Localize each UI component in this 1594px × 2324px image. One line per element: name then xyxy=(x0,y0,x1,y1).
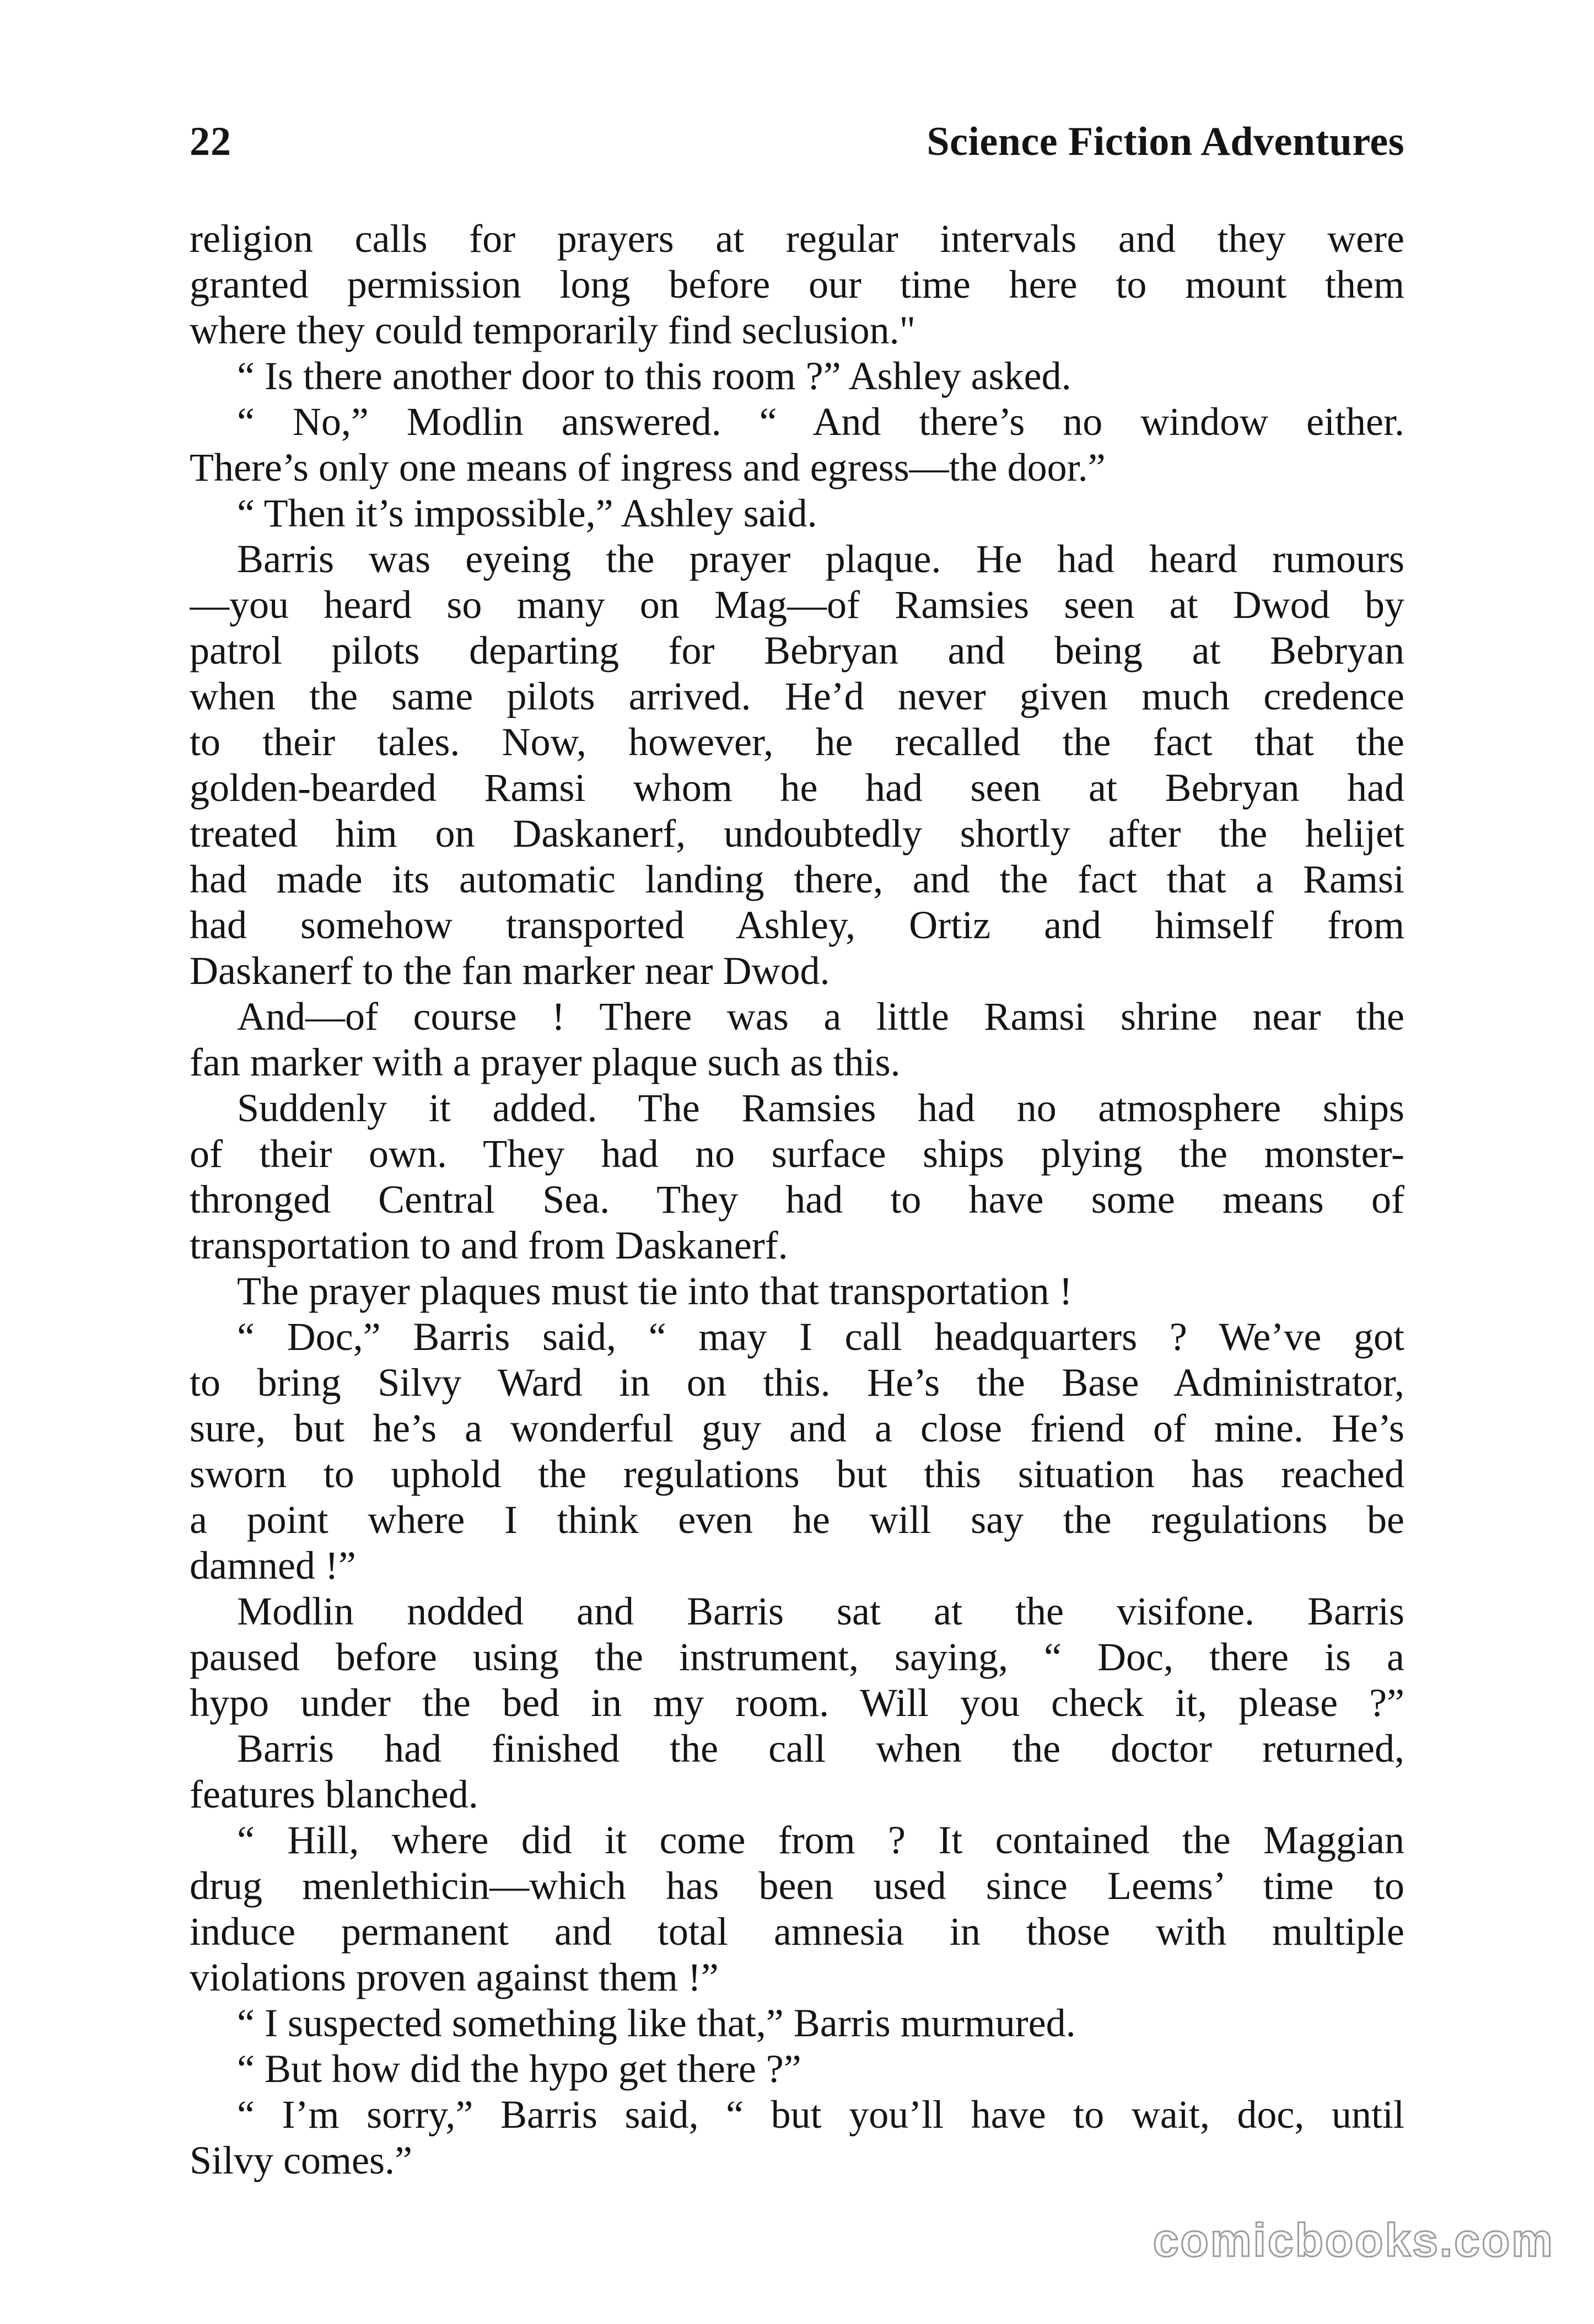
text-line: to bring Silvy Ward in on this. He’s the Base Administrator, xyxy=(190,1360,1404,1405)
watermark: comicbooks.com xyxy=(1153,2214,1554,2266)
text-line: when the same pilots arrived. He’d never given much credence xyxy=(190,674,1404,718)
text-line: “ Then it’s impossible,” Ashley said. xyxy=(237,491,817,535)
text-line: Daskanerf to the fan marker near Dwod. xyxy=(190,949,830,993)
text-line: violations proven against them !” xyxy=(190,1955,719,1999)
text-line: a point where I think even he will say the regulations be xyxy=(190,1498,1404,1542)
body-text xyxy=(190,216,1404,2183)
text-line: hypo under the bed in my room. Will you check it, please ?” xyxy=(190,1681,1404,1725)
text-line: fan marker with a prayer plaque such as this. xyxy=(190,1040,901,1084)
text-line: sure, but he’s a wonderful guy and a close friend of mine. He’s xyxy=(190,1406,1404,1450)
text-line: “ But how did the hypo get there ?” xyxy=(237,2047,801,2091)
text-line: Barris had finished the call when the doctor returned, xyxy=(237,1726,1404,1771)
text-line: —you heard so many on Mag—of Ramsies seen at Dwod by xyxy=(190,583,1404,627)
text-line: The prayer plaques must tie into that transportation ! xyxy=(237,1269,1073,1313)
text-line: features blanched. xyxy=(190,1772,478,1816)
text-line: had somehow transported Ashley, Ortiz and himself from xyxy=(190,903,1404,947)
text-line: Suddenly it added. The Ramsies had no atmosphere ships xyxy=(237,1086,1404,1130)
text-line: damned !” xyxy=(190,1543,356,1588)
text-line: Modlin nodded and Barris sat at the visifone. Barris xyxy=(237,1589,1404,1633)
text-line: “ Doc,” Barris said, “ may I call headquarters ? We’ve got xyxy=(237,1315,1404,1359)
text-line: patrol pilots departing for Bebryan and being at Bebryan xyxy=(190,628,1404,673)
text-line: “ I suspected something like that,” Barris murmured. xyxy=(237,2001,1076,2045)
text-line: paused before using the instrument, saying, “ Doc, there is a xyxy=(190,1635,1404,1679)
text-line: And—of course ! There was a little Ramsi shrine near the xyxy=(237,994,1404,1039)
page-number: 22 xyxy=(190,119,231,164)
text-line: “ I’m sorry,” Barris said, “ but you’ll have to wait, doc, until xyxy=(237,2092,1404,2137)
text-line: “ Is there another door to this room ?” Ashley asked. xyxy=(237,354,1071,398)
page-header xyxy=(190,121,1404,187)
text-line: Silvy comes.” xyxy=(190,2138,412,2182)
text-line: “ No,” Modlin answered. “ And there’s no window either. xyxy=(237,400,1404,444)
text-line: treated him on Daskanerf, undoubtedly shortly after the helijet xyxy=(190,811,1404,856)
text-line: drug menlethicin—which has been used since Leems’ time to xyxy=(190,1864,1404,1908)
text-line: thronged Central Sea. They had to have some means of xyxy=(190,1177,1404,1222)
text-line: There’s only one means of ingress and egress—the door.” xyxy=(190,445,1106,489)
text-line: of their own. They had no surface ships plying the monster- xyxy=(190,1132,1404,1176)
text-line: induce permanent and total amnesia in those with multiple xyxy=(190,1909,1404,1954)
text-line: to their tales. Now, however, he recalled the fact that the xyxy=(190,720,1404,764)
text-line: had made its automatic landing there, and the fact that a Ramsi xyxy=(190,857,1404,901)
text-line: sworn to uphold the regulations but this situation has reached xyxy=(190,1452,1404,1496)
running-title: Science Fiction Adventures xyxy=(927,119,1404,164)
text-line: religion calls for prayers at regular intervals and they were xyxy=(190,217,1404,261)
text-line: Barris was eyeing the prayer plaque. He had heard rumours xyxy=(237,537,1404,581)
text-line: “ Hill, where did it come from ? It contained the Maggian xyxy=(237,1818,1404,1862)
text-line: golden-bearded Ramsi whom he had seen at Bebryan had xyxy=(190,766,1404,810)
text-line: granted permission long before our time here to mount them xyxy=(190,262,1404,306)
text-line: transportation to and from Daskanerf. xyxy=(190,1223,788,1267)
text-line: where they could temporarily find seclusion." xyxy=(190,308,916,352)
